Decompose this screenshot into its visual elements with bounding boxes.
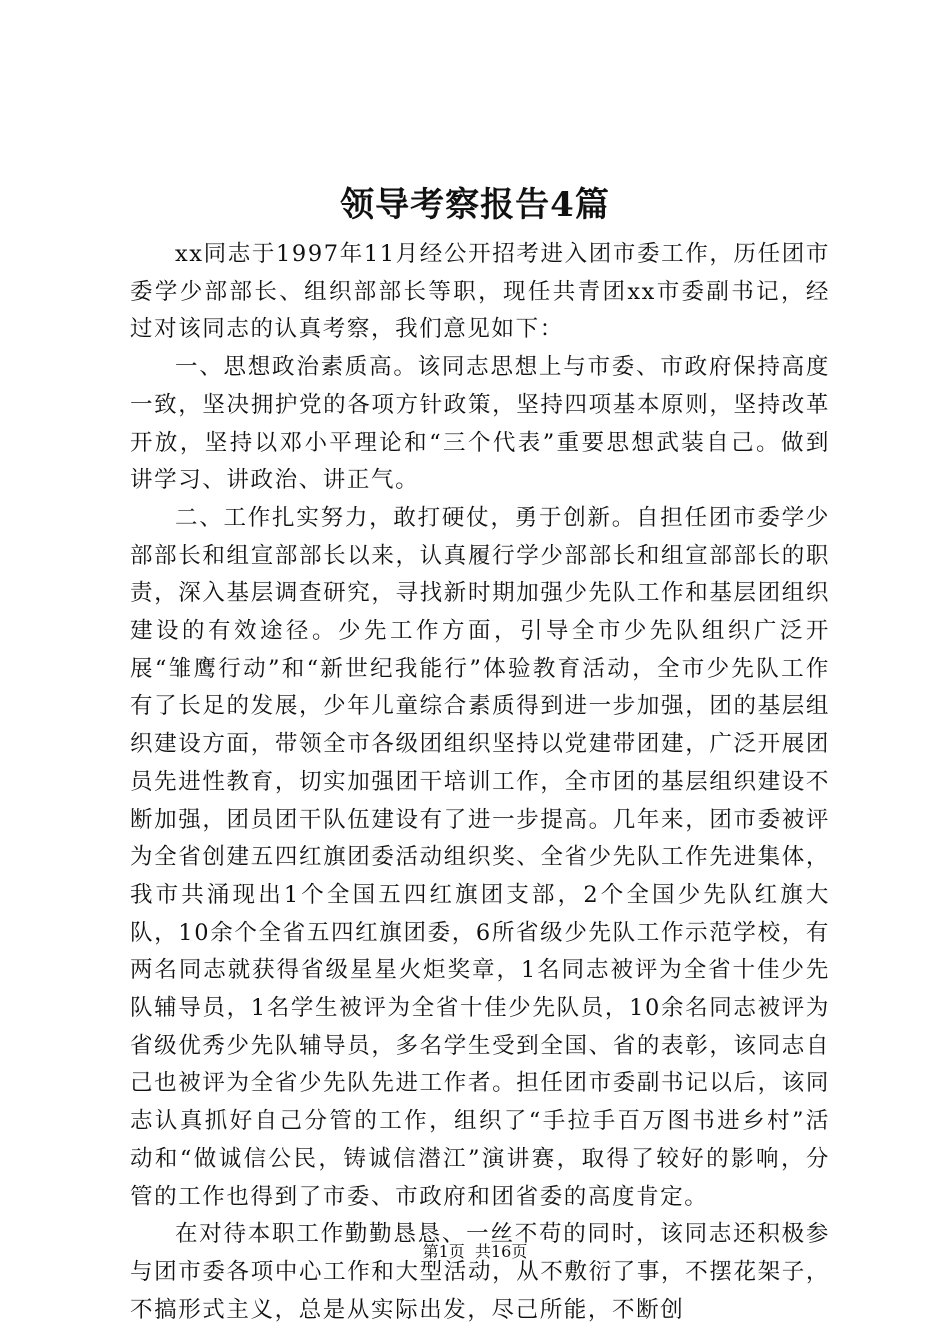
footer-spacer [465,1242,475,1261]
page-footer [0,1240,950,1264]
paragraph-intro: xx同志于1997年11月经公开招考进入团市委工作，历任团市委学少部部长、组织部部长等职，现任共青团xx市委副书记，经过对该同志的认真考察，我们意见如下： [130,241,830,343]
document-body [130,236,830,1329]
document-title: 领导考察报告4篇 [340,185,610,225]
page-number: 第1页 [422,1242,465,1261]
page-total: 共16页 [474,1242,528,1261]
paragraph-work-performance: 二、工作扎实努力，敢打硬仗，勇于创新。自担任团市委学少部部长和组宣部部长以来，认真履行学少部部长和组宣部部长的职责，深入基层调查研究，寻找新时期加强少先队工作和基层团组织建设的有效途径。少先工作方面，引导全市少先队组织广泛开展“雏鹰行动”和“新世纪我能行”体验教育活动，全市少先队工作有了长足的发展，少年儿童综合素质得到进一步加强，团的基层组织建设方面，带领全市各级团组织坚持以党建带团建，广泛开展团员先进性教育，切实加强团干培训工作，全市团的基层组织建设不断加强，团员团干队伍建设有了进一步提高。几年来，团市委被评为全省创建五四红旗团委活动组织奖、全省少先队工作先进集体，我市共涌现出1个全国五四红旗团支部，2个全国少先队红旗大队，10余个全省五四红旗团委，6所省级少先队工作示范学校，有两名同志就获得省级星星火炬奖章，1名同志被评为全省十佳少先队辅导员，1名学生被评为全省十佳少先队员，10余名同志被评为省级优秀少先队辅导员，多名学生受到全国、省的表彰，该同志自己也被评为全省少先队先进工作者。担任团市委副书记以后，该同志认真抓好自己分管的工作，组织了“手拉手百万图书进乡村”活动和“做诚信公民，铸诚信潜江”演讲赛，取得了较好的影响，分管的工作也得到了市委、市政府和团省委的高度肯定。 [130,504,830,1210]
paragraph-political-quality: 一、思想政治素质高。该同志思想上与市委、市政府保持高度一致，坚决拥护党的各项方针政策，坚持四项基本原则，坚持改革开放，坚持以邓小平理论和“三个代表”重要思想武装自己。做到讲学习、讲政治、讲正气。 [130,354,830,494]
paragraph-dedication: 在对待本职工作勤勤恳恳、一丝不苟的同时，该同志还积极参与团市委各项中心工作和大型活动，从不敷衍了事，不摆花架子，不搞形式主义，总是从实际出发，尽己所能，不断创 [130,1221,830,1323]
